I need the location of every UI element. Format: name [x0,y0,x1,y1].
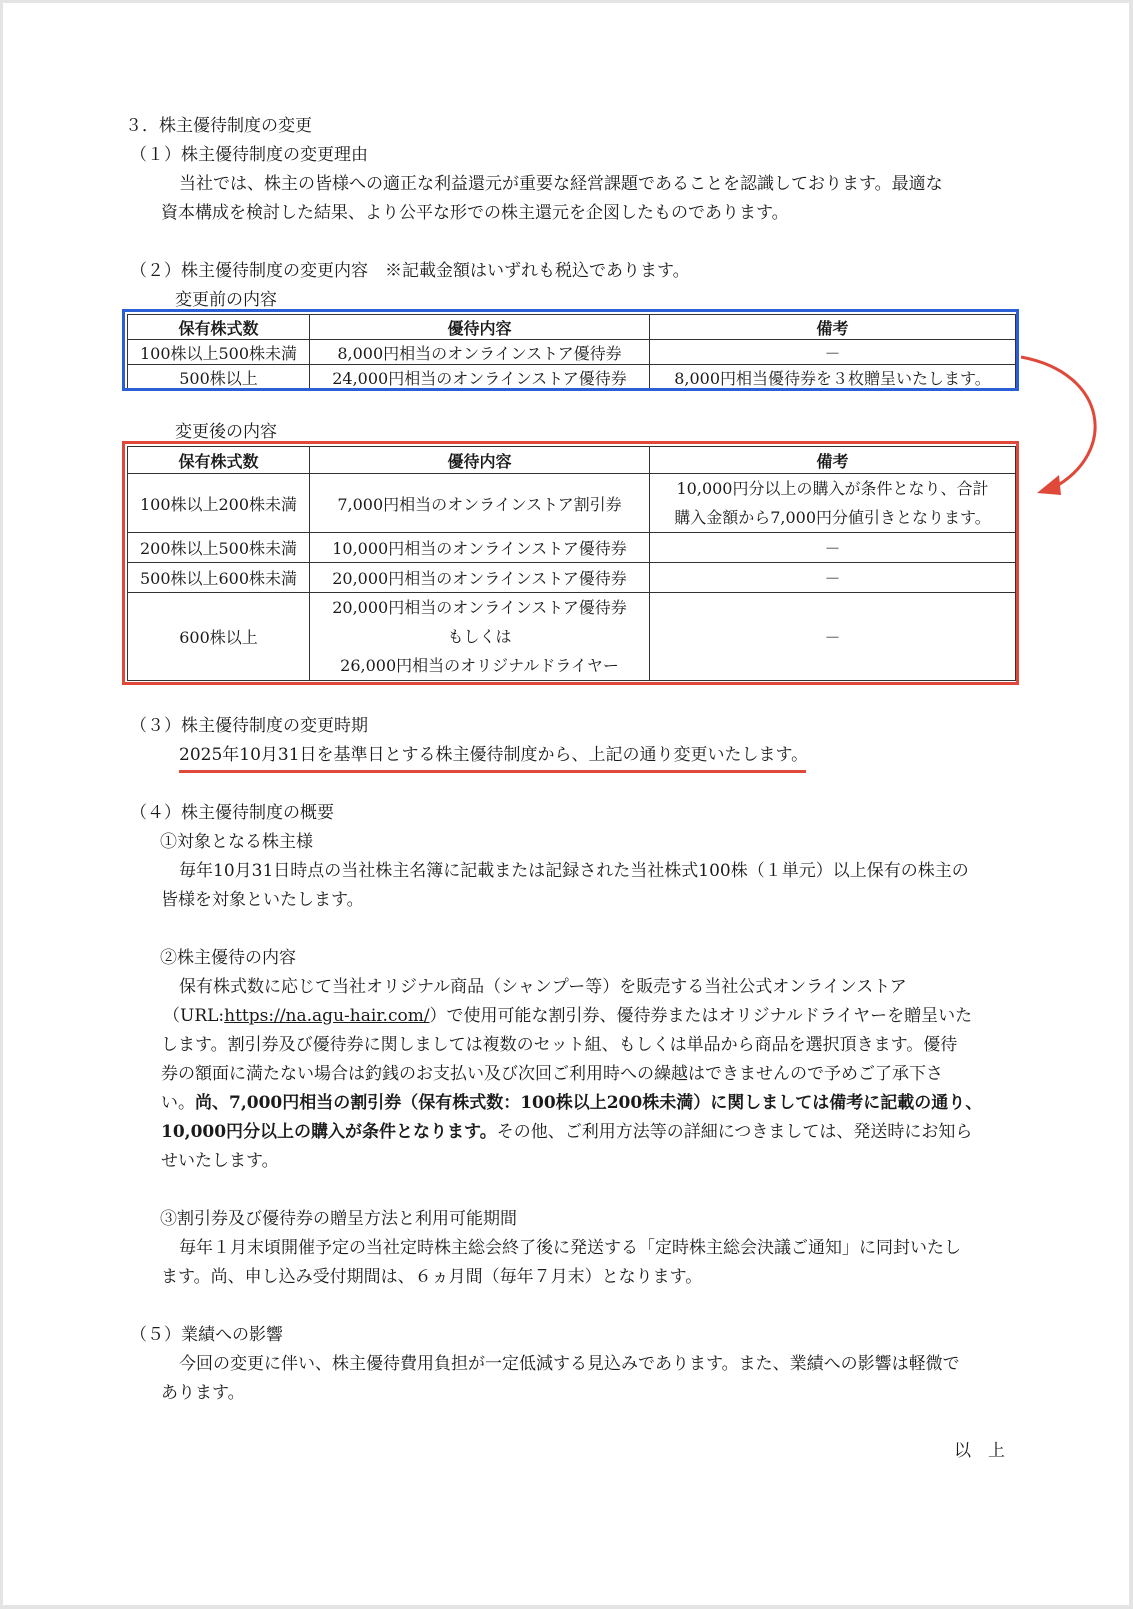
document-page [3,3,1129,1605]
store-url-link[interactable]: https://na.agu-hair.com/ [224,1006,430,1026]
table-cell: － [650,563,1016,593]
table-cell: 10,000円相当のオンラインストア優待券 [310,533,650,563]
note-line: 購入金額から7,000円分値引きとなります。 [674,508,991,527]
section-title: ３．株主優待制度の変更 [125,116,312,136]
s4-sub3-heading: ③割引券及び優待券の贈呈方法と利用可能期間 [160,1209,517,1229]
bold-notice-2: 10,000円分以上の購入が条件となります。 [161,1122,497,1142]
after-label: 変更後の内容 [175,422,277,442]
after-header-shares: 保有株式数 [128,447,310,474]
s4-sub3-line2: ます。尚、申し込み受付期間は、６ヵ月間（毎年７月末）となります。 [161,1267,703,1287]
s4-sub2-heading: ②株主優待の内容 [160,948,296,968]
closing-mark: 以 上 [954,1441,1005,1461]
after-header-note: 備考 [650,447,1016,474]
after-table [127,446,1016,681]
table-cell: 20,000円相当のオンラインストア優待券 [310,563,650,593]
s4-sub2-line3: します。割引券及び優待券に関しましては複数のセット組、もしくは単品から商品を選択頂きます。優待 [161,1035,958,1055]
table-cell: 500株以上 [128,365,310,390]
table-cell: 500株以上600株未満 [128,563,310,593]
before-label: 変更前の内容 [175,290,277,310]
before-header-note: 備考 [650,315,1016,340]
s4-sub2-line6 [161,1117,972,1147]
s4-sub2-line2 [163,1001,972,1031]
table-cell: 24,000円相当のオンラインストア優待券 [310,365,650,390]
curved-arrow-icon [1013,343,1113,503]
s2-heading: （２）株主優待制度の変更内容 ※記載金額はいずれも税込であります。 [130,261,690,281]
s4-sub2-line7: せいたします。 [161,1151,279,1171]
table-cell: 600株以上 [128,593,310,681]
line5-pre: い。 [161,1093,195,1113]
line6-post: その他、ご利用方法等の詳細につきましては、発送時にお知ら [496,1122,973,1142]
table-cell: 100株以上200株未満 [128,474,310,533]
table-cell [650,474,1016,533]
s4-sub1-line1: 毎年10月31日時点の当社株主名簿に記載または記録された当社株式100株（１単元）以上保有の株主の [179,861,969,881]
s4-sub2-line5 [161,1088,982,1118]
s1-heading: （１）株主優待制度の変更理由 [130,145,368,165]
after-header-benefit: 優待内容 [310,447,650,474]
s4-sub2-line1: 保有株式数に応じて当社オリジナル商品（シャンプー等）を販売する当社公式オンラインストア [179,977,907,997]
s5-heading: （５）業績への影響 [130,1325,283,1345]
url-prefix: （URL: [163,1006,225,1026]
table-cell [310,593,650,681]
table-cell: － [650,533,1016,563]
s5-line1: 今回の変更に伴い、株主優待費用負担が一定低減する見込みであります。また、業績への影響は軽微で [179,1354,960,1374]
bold-notice: 尚、7,000円相当の割引券（保有株式数：100株以上200株未満）に関しましては備考に記載の通り、 [195,1093,983,1113]
benefit-line: 20,000円相当のオンラインストア優待券 [332,598,627,617]
table-cell: 100株以上500株未満 [128,340,310,365]
table-cell: － [650,340,1016,365]
table-cell: 200株以上500株未満 [128,533,310,563]
before-table [127,314,1016,390]
s1-line1: 当社では、株主の皆様への適正な利益還元が重要な経営課題であることを認識しております。最適な [179,174,943,194]
note-line: 10,000円分以上の購入が条件となり、合計 [676,479,989,498]
s5-line2: あります。 [161,1383,245,1403]
s4-heading: （４）株主優待制度の概要 [130,803,334,823]
s3-red-underline [179,770,806,773]
table-cell: － [650,593,1016,681]
url-suffix: ）で使用可能な割引券、優待券またはオリジナルドライヤーを贈呈いた [429,1006,973,1026]
s4-sub1-heading: ①対象となる株主様 [160,832,313,852]
table-cell: 8,000円相当優待券を３枚贈呈いたします。 [650,365,1016,390]
s3-heading: （３）株主優待制度の変更時期 [130,716,368,736]
table-cell: 8,000円相当のオンラインストア優待券 [310,340,650,365]
benefit-line: もしくは [447,627,512,646]
s1-line2: 資本構成を検討した結果、より公平な形での株主還元を企図したものであります。 [161,203,789,223]
before-header-benefit: 優待内容 [310,315,650,340]
s4-sub2-line4: 券の額面に満たない場合は釣銭のお支払い及び次回ご利用時への繰越はできませんので予めご了承下さ [161,1064,943,1084]
s4-sub1-line2: 皆様を対象といたします。 [161,890,364,910]
benefit-line: 26,000円相当のオリジナルドライヤー [340,656,619,675]
s4-sub3-line1: 毎年１月末頃開催予定の当社定時株主総会終了後に発送する「定時株主総会決議ご通知」に同封いたし [179,1238,961,1258]
s3-text: 2025年10月31日を基準日とする株主優待制度から、上記の通り変更いたします。 [179,745,809,765]
table-cell: 7,000円相当のオンラインストア割引券 [310,474,650,533]
before-header-shares: 保有株式数 [128,315,310,340]
